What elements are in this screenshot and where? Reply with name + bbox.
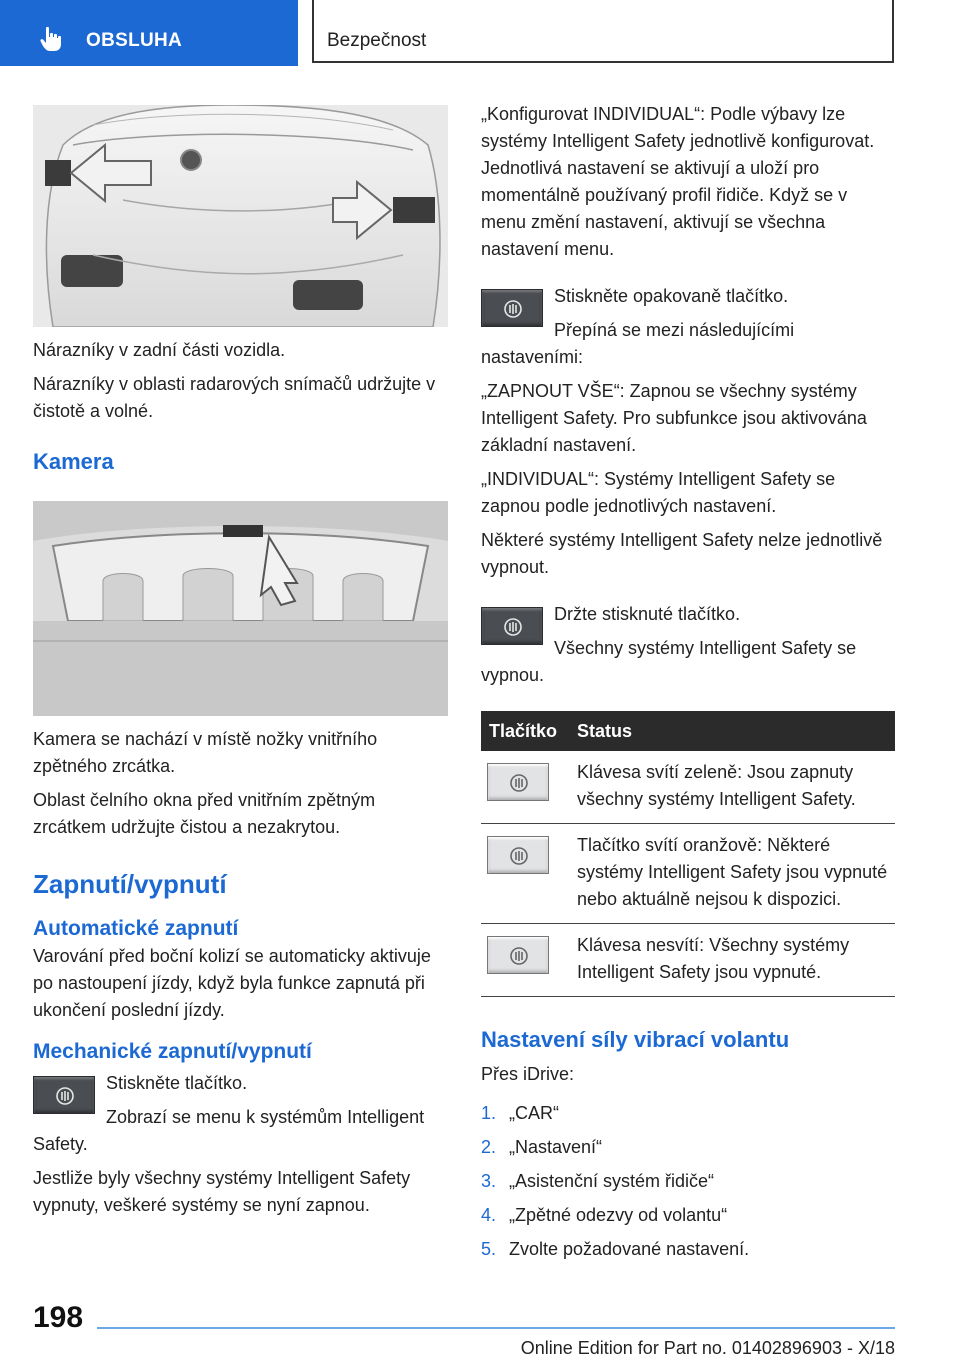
table-row	[481, 751, 895, 824]
intelligent-safety-button[interactable]	[33, 1076, 95, 1114]
edition-text: Online Edition for Part no. 01402896903 - X/18	[520, 1338, 895, 1358]
footer-divider	[97, 1327, 895, 1329]
button-orange-icon	[487, 836, 549, 874]
auto-on-heading: Automatické zapnutí	[33, 917, 239, 940]
status-table	[481, 711, 895, 997]
config-individual-text: „Konfigurovat INDIVIDUAL“: Podle výbavy lze systémy Intelligent Safety jednotlivě konfigurovat. Jednotlivá nastavení se aktivují a uloží pro momentálně používaný profil řidiče. Když se v menu změní nastavení, aktivují se všechna nastavení menu.	[481, 104, 875, 259]
press-repeat-text: Stiskněte opakovaně tlačítko.	[554, 286, 789, 306]
left-column	[33, 105, 448, 1226]
status-cell: Klávesa nesvítí: Všechny systémy Intelligent Safety jsou vypnuté.	[569, 924, 895, 997]
intelligent-safety-icon	[55, 1086, 75, 1106]
list-item[interactable]: 3. „Asistenční systém řidiče“	[481, 1171, 715, 1191]
camera-illustration	[33, 501, 448, 716]
mech-menu-text: Zobrazí se menu k systémům Intelligent Safety.	[33, 1107, 425, 1154]
hold-text: Držte stisknuté tlačítko.	[554, 604, 741, 624]
table-row	[481, 824, 895, 924]
bumper-caption: Nárazníky v zadní části vozidla.	[33, 340, 286, 360]
camera-text: Oblast čelního okna před vnitřním zpětným zrcátkem udržujte čistou a nezakrytou.	[33, 790, 376, 837]
camera-heading: Kamera	[33, 449, 114, 474]
col-status-header: Status	[569, 711, 895, 751]
individual-text: „INDIVIDUAL“: Systémy Intelligent Safety se zapnou podle jednotlivých nastavení.	[481, 469, 836, 516]
intelligent-safety-button[interactable]	[481, 607, 543, 645]
idrive-text: Přes iDrive:	[481, 1064, 575, 1084]
mech-onoff-heading: Mechanické zapnutí/vypnutí	[33, 1040, 312, 1063]
list-item[interactable]: 2. „Nastavení“	[481, 1137, 603, 1157]
table-row	[481, 924, 895, 997]
cannot-disable-text: Některé systémy Intelligent Safety nelze jednotlivě vypnout.	[481, 530, 883, 577]
button-off-icon	[487, 936, 549, 974]
camera-caption: Kamera se nachází v místě nožky vnitřního zpětného zrcátka.	[33, 729, 378, 776]
press-repeat-row	[481, 283, 895, 371]
bumper-text: Nárazníky v oblasti radarových snímačů udržujte v čistotě a volné.	[33, 374, 436, 421]
list-item[interactable]: 5. Zvolte požadované nastavení.	[481, 1239, 750, 1259]
mech-all-on-text: Jestliže byly všechny systémy Intelligent Safety vypnuty, veškeré systémy se nyní zapnou.	[33, 1168, 411, 1215]
page-header	[0, 0, 960, 66]
intelligent-safety-icon	[503, 617, 523, 637]
page-footer	[0, 1290, 960, 1362]
right-column	[481, 101, 895, 1270]
vibration-heading: Nastavení síly vibrací volantu	[481, 1027, 790, 1052]
hand-pointer-icon	[40, 26, 62, 52]
page-number: 198	[33, 1301, 84, 1334]
mech-press-text: Stiskněte tlačítko.	[106, 1073, 248, 1093]
onoff-heading: Zapnutí/vypnutí	[33, 869, 227, 899]
rear-bumper-illustration	[33, 105, 448, 327]
auto-on-text: Varování před boční kolizí se automaticky aktivuje po nastoupení jízdy, když byla funkce zapnutá při ukončení poslední jízdy.	[33, 946, 431, 1020]
list-item[interactable]: 1. „CAR“	[481, 1103, 559, 1123]
col-button-header: Tlačítko	[481, 711, 569, 751]
intelligent-safety-icon	[503, 299, 523, 319]
chapter-tab-label: OBSLUHA	[86, 30, 183, 51]
steps-list	[481, 1100, 895, 1263]
status-cell: Tlačítko svítí oranžově: Některé systémy Intelligent Safety jsou vypnuté nebo aktuálně nejsou k dispozici.	[569, 824, 895, 924]
switch-settings-text: Přepíná se mezi následujícími nastaveními:	[481, 320, 795, 367]
all-off-text: Všechny systémy Intelligent Safety se vypnou.	[481, 638, 857, 685]
intelligent-safety-button[interactable]	[481, 289, 543, 327]
all-on-text: „ZAPNOUT VŠE“: Zapnou se všechny systémy Intelligent Safety. Pro subfunkce jsou aktivována základní nastavení.	[481, 381, 867, 455]
hold-row	[481, 601, 895, 689]
list-item[interactable]: 4. „Zpětné odezvy od volantu“	[481, 1205, 728, 1225]
status-cell: Klávesa svítí zeleně: Jsou zapnuty všechny systémy Intelligent Safety.	[569, 751, 895, 824]
mech-press-row	[33, 1070, 448, 1158]
section-breadcrumb	[312, 0, 894, 63]
chapter-tab[interactable]	[0, 0, 298, 66]
button-green-icon	[487, 763, 549, 801]
section-title: Bezpečnost	[327, 30, 427, 51]
